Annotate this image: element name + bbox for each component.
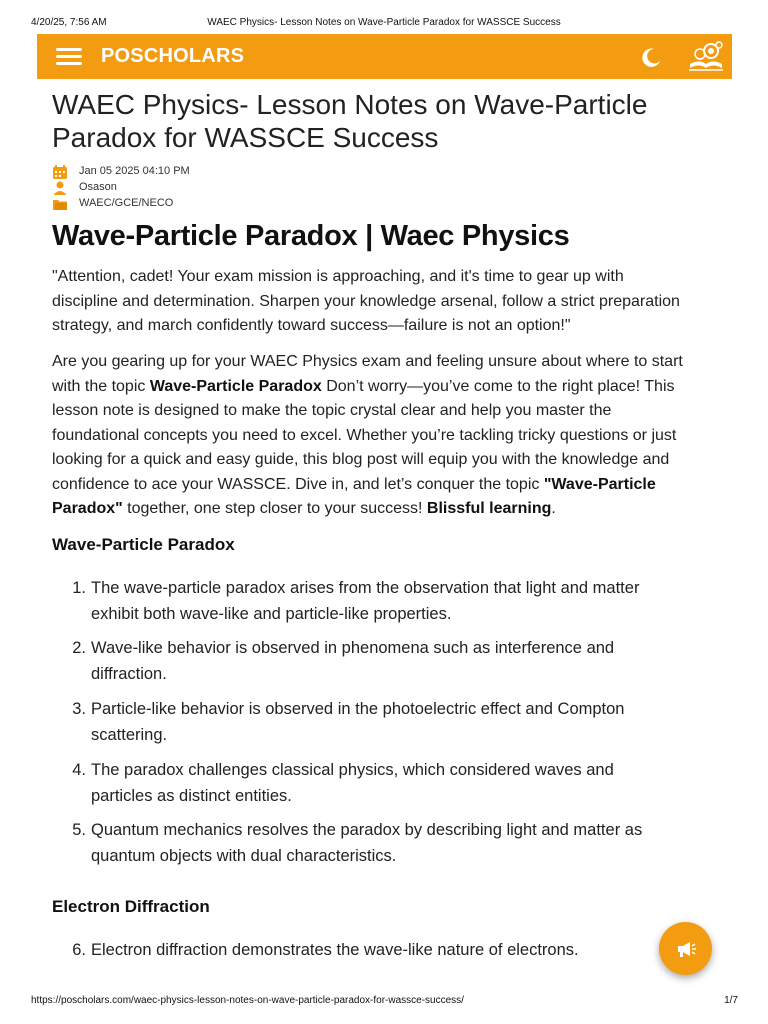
list-number: 1. [72, 579, 86, 597]
moon-icon[interactable] [640, 47, 662, 69]
list-text: The wave-particle paradox arises from the observation that light and matter exhibit both wave-like and particle-like properties. [91, 579, 640, 623]
list-text: Wave-like behavior is observed in phenomena such as interference and diffraction. [91, 639, 615, 683]
list-text: The paradox challenges classical physics, which considered waves and particles as distinct entities. [91, 761, 614, 805]
list-number: 4. [72, 761, 86, 779]
post-date: Jan 05 2025 04:10 PM [79, 165, 190, 177]
intro-text: foundational concepts you need to excel. Whether you’re tackling tricky questions or just [52, 426, 677, 444]
page-url: https://poscholars.com/waec-physics-lesson-notes-on-wave-particle-paradox-for-wassce-success/ [31, 995, 464, 1006]
intro-text: Don’t worry—you’ve come to the right place! This [321, 377, 675, 395]
print-header [0, 17, 768, 31]
topic-highlight: Wave-Particle Paradox [149, 377, 322, 395]
post-author[interactable]: Osason [79, 181, 117, 193]
intro-text: with the topic [52, 377, 150, 395]
print-footer [0, 995, 768, 1009]
list-text: Quantum mechanics resolves the paradox by describing light and matter as quantum objects with dual characteristics. [91, 821, 643, 865]
list-number: 6. [72, 941, 86, 959]
topic-quote-highlight: "Wave-Particle [543, 475, 656, 493]
user-icon [52, 180, 68, 196]
article-title-line2: Paradox for WASSCE Success [52, 122, 439, 153]
intro-text: . [551, 500, 556, 517]
hamburger-menu-icon[interactable] [56, 48, 82, 66]
meta-date [52, 164, 352, 180]
article-title-line1: WAEC Physics- Lesson Notes on Wave-Particle [52, 89, 648, 120]
intro-paragraph [52, 350, 724, 522]
article-title [52, 88, 732, 154]
list-number: 5. [72, 821, 86, 839]
intro-text: lesson note is designed to make the topic crystal clear and help you master the [52, 402, 612, 419]
list-text: Particle-like behavior is observed in the photoelectric effect and Compton scattering. [91, 700, 625, 744]
intro-text: confidence to ace your WASSCE. Dive in, and let’s conquer the topic [52, 475, 544, 493]
megaphone-fab-button[interactable] [659, 922, 712, 975]
megaphone-icon [675, 938, 697, 960]
quote-paragraph [52, 265, 724, 339]
intro-text: looking for a quick and easy guide, this blog post will equip you with the knowledge and [52, 451, 670, 468]
topic-quote-highlight: Paradox" [52, 500, 123, 517]
section-heading-electron-diffraction: Electron Diffraction [52, 897, 210, 916]
quote-line: discipline and determination. Sharpen your knowledge arsenal, follow a strict preparation [52, 292, 680, 310]
post-category[interactable]: WAEC/GCE/NECO [79, 197, 174, 209]
calendar-icon [52, 164, 68, 180]
quote-line: "Attention, cadet! Your exam mission is approaching, and it's time to gear up with [52, 268, 624, 285]
list-text: Electron diffraction demonstrates the wave-like nature of electrons. [91, 941, 579, 959]
quote-line: strategy, and march confidently toward success—failure is not an option!" [52, 317, 571, 334]
content-heading: Wave-Particle Paradox | Waec Physics [52, 220, 570, 252]
top-navbar [37, 34, 732, 79]
folder-icon [52, 196, 68, 212]
list-number: 3. [72, 700, 86, 718]
blissful-learning-text: Blissful learning [426, 500, 552, 517]
list-number: 2. [72, 639, 86, 657]
site-brand[interactable]: POSCHOLARS [101, 45, 245, 67]
print-date: 4/20/25, 7:56 AM [31, 17, 107, 28]
intro-text: together, one step closer to your success! [122, 500, 427, 517]
poscholars-logo-icon[interactable] [687, 40, 725, 74]
meta-author [52, 180, 352, 196]
section-heading-wave-particle: Wave-Particle Paradox [52, 535, 235, 554]
meta-category [52, 196, 352, 212]
print-title: WAEC Physics- Lesson Notes on Wave-Particle Paradox for WASSCE Success [207, 17, 561, 28]
page-number: 1/7 [724, 995, 738, 1006]
intro-text: Are you gearing up for your WAEC Physics exam and feeling unsure about where to start [52, 353, 683, 370]
